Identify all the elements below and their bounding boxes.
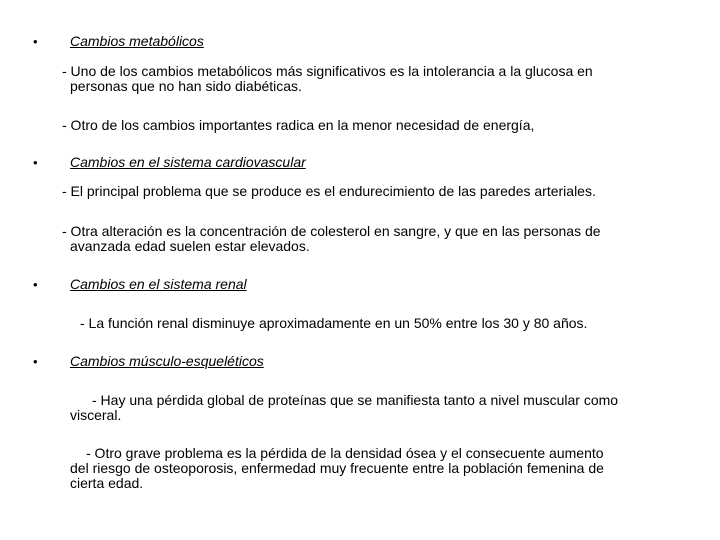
paragraph-line: - El principal problema que se produce es el endurecimiento de las paredes arteriales.	[62, 183, 596, 199]
paragraph-line: personas que no han sido diabéticas.	[70, 78, 302, 94]
paragraph-line: - Otra alteración es la concentración de colesterol en sangre, y que en las personas de	[62, 223, 601, 239]
section-heading-cardiovascular: Cambios en el sistema cardiovascular	[70, 154, 306, 170]
paragraph-line: - Otro grave problema es la pérdida de la densidad ósea y el consecuente aumento	[86, 445, 604, 461]
paragraph-line: visceral.	[70, 407, 122, 423]
bullet-icon: •	[33, 34, 38, 49]
paragraph	[80, 316, 587, 331]
paragraph-line: cierta edad.	[70, 475, 144, 491]
paragraph-line: - La función renal disminuye aproximadamente en un 50% entre los 30 y 80 años.	[80, 315, 588, 331]
paragraph	[70, 446, 604, 491]
section-heading-musculoskeletal: Cambios músculo-esqueléticos	[70, 353, 264, 369]
paragraph-line: - Otro de los cambios importantes radica en la menor necesidad de energía,	[62, 117, 535, 133]
paragraph	[62, 184, 596, 199]
paragraph-line: - Uno de los cambios metabólicos más significativos es la intolerancia a la glucosa en	[62, 63, 593, 79]
paragraph	[62, 224, 601, 254]
paragraph	[62, 64, 593, 94]
section-heading-renal: Cambios en el sistema renal	[70, 276, 247, 292]
paragraph	[70, 393, 618, 423]
bullet-icon: •	[33, 354, 38, 369]
bullet-icon: •	[33, 155, 38, 170]
paragraph-line: - Hay una pérdida global de proteínas que se manifiesta tanto a nivel muscular como	[92, 392, 619, 408]
paragraph-line: del riesgo de osteoporosis, enfermedad muy frecuente entre la población femenina de	[70, 460, 604, 476]
paragraph	[62, 118, 534, 133]
paragraph-line: avanzada edad suelen estar elevados.	[70, 238, 310, 254]
section-heading-metabolic: Cambios metabólicos	[70, 33, 204, 49]
bullet-icon: •	[33, 277, 38, 292]
